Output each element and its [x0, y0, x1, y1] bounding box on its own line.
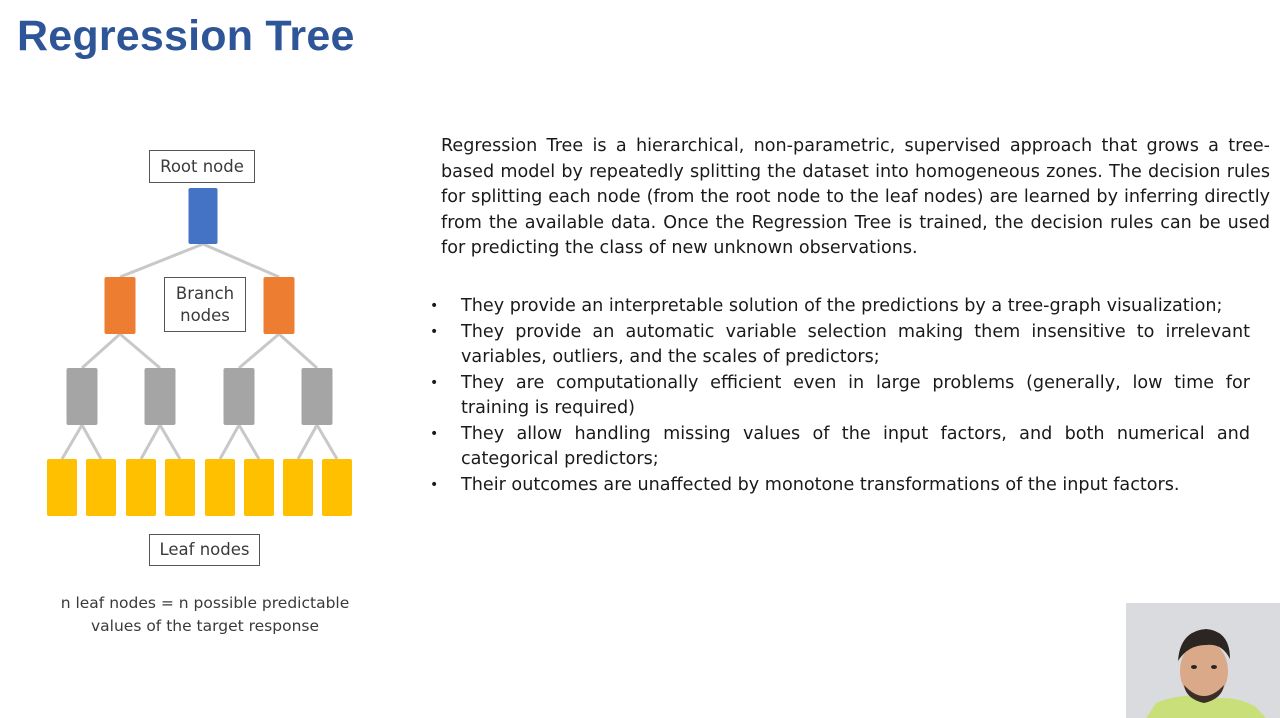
leaf-node	[86, 459, 116, 516]
tree-edge	[141, 425, 160, 459]
list-item	[430, 422, 1250, 473]
tree-edge	[120, 334, 160, 368]
internal-node	[302, 368, 333, 425]
leaf-node	[283, 459, 313, 516]
tree-edge	[279, 334, 317, 368]
root-node-label	[149, 150, 255, 183]
tree-edge	[203, 244, 279, 277]
leaf-node	[205, 459, 235, 516]
branch-nodes-label	[164, 277, 246, 332]
regression-tree-diagram	[0, 0, 420, 718]
list-item-text: Their outcomes are unaffected by monotone transformations of the input factors.	[461, 474, 1180, 495]
branch-node	[105, 277, 136, 334]
leaf-nodes-label-text: Leaf nodes	[159, 540, 250, 559]
root-node-label-text: Root node	[160, 156, 244, 176]
internal-node	[67, 368, 98, 425]
tree-edge	[82, 334, 120, 368]
branch-nodes-label-line2: nodes	[180, 305, 230, 325]
tree-edge	[317, 425, 337, 459]
leaf-node	[47, 459, 77, 516]
presenter-video-icon	[1126, 603, 1280, 718]
caption-line-1: n leaf nodes = n possible predictable	[60, 594, 350, 612]
branch-node	[264, 277, 295, 334]
tree-edge	[298, 425, 317, 459]
advantages-list	[430, 294, 1250, 498]
tree-edge	[239, 425, 259, 459]
slide-title: Regression Tree	[17, 12, 355, 60]
tree-edge	[82, 425, 101, 459]
description-paragraph: Regression Tree is a hierarchical, non-parametric, supervised approach that grows a tree-based model by repeatedly splitting the dataset into homogeneous zones. The decision rules for splitting each node (from the root node to the leaf nodes) are learned by inferring directly from the available data. Once the Regression Tree is trained, the decision rules can be used for predicting the class of new unknown observations.	[441, 136, 1270, 258]
list-item	[430, 473, 1250, 499]
bullet-icon: •	[430, 298, 439, 314]
list-item	[430, 294, 1250, 320]
tree-edge	[120, 244, 203, 277]
tree-edge	[239, 334, 279, 368]
bullet-icon: •	[430, 425, 439, 442]
tree-edge	[220, 425, 239, 459]
leaf-node	[165, 459, 195, 516]
list-item-text: They allow handling missing values of the input factors, and both numerical and categorical predictors;	[461, 423, 1250, 469]
root-node	[189, 188, 218, 244]
tree-edge	[62, 425, 82, 459]
list-item	[430, 320, 1250, 371]
bullet-icon: •	[430, 476, 439, 493]
tree-edge	[160, 425, 180, 459]
list-item-text: They are computationally efficient even in large problems (generally, low time for training is required)	[461, 372, 1250, 418]
list-item	[430, 371, 1250, 422]
caption-line-2: values of the target response	[90, 617, 320, 635]
internal-node	[145, 368, 176, 425]
list-item-text: They provide an interpretable solution of the predictions by a tree-graph visualization;	[461, 296, 1223, 316]
leaf-nodes-caption	[40, 592, 370, 638]
bullet-icon: •	[430, 374, 439, 391]
branch-nodes-label-line1: Branch	[175, 283, 235, 303]
leaf-node	[126, 459, 156, 516]
leaf-node	[244, 459, 274, 516]
presenter-webcam	[1126, 603, 1280, 718]
bullet-icon: •	[430, 323, 439, 340]
leaf-nodes-label	[149, 534, 260, 566]
leaf-node	[322, 459, 352, 516]
list-item-text: They provide an automatic variable selection making them insensitive to irrelevant variables, outliers, and the scales of predictors;	[461, 321, 1250, 367]
internal-node	[224, 368, 255, 425]
